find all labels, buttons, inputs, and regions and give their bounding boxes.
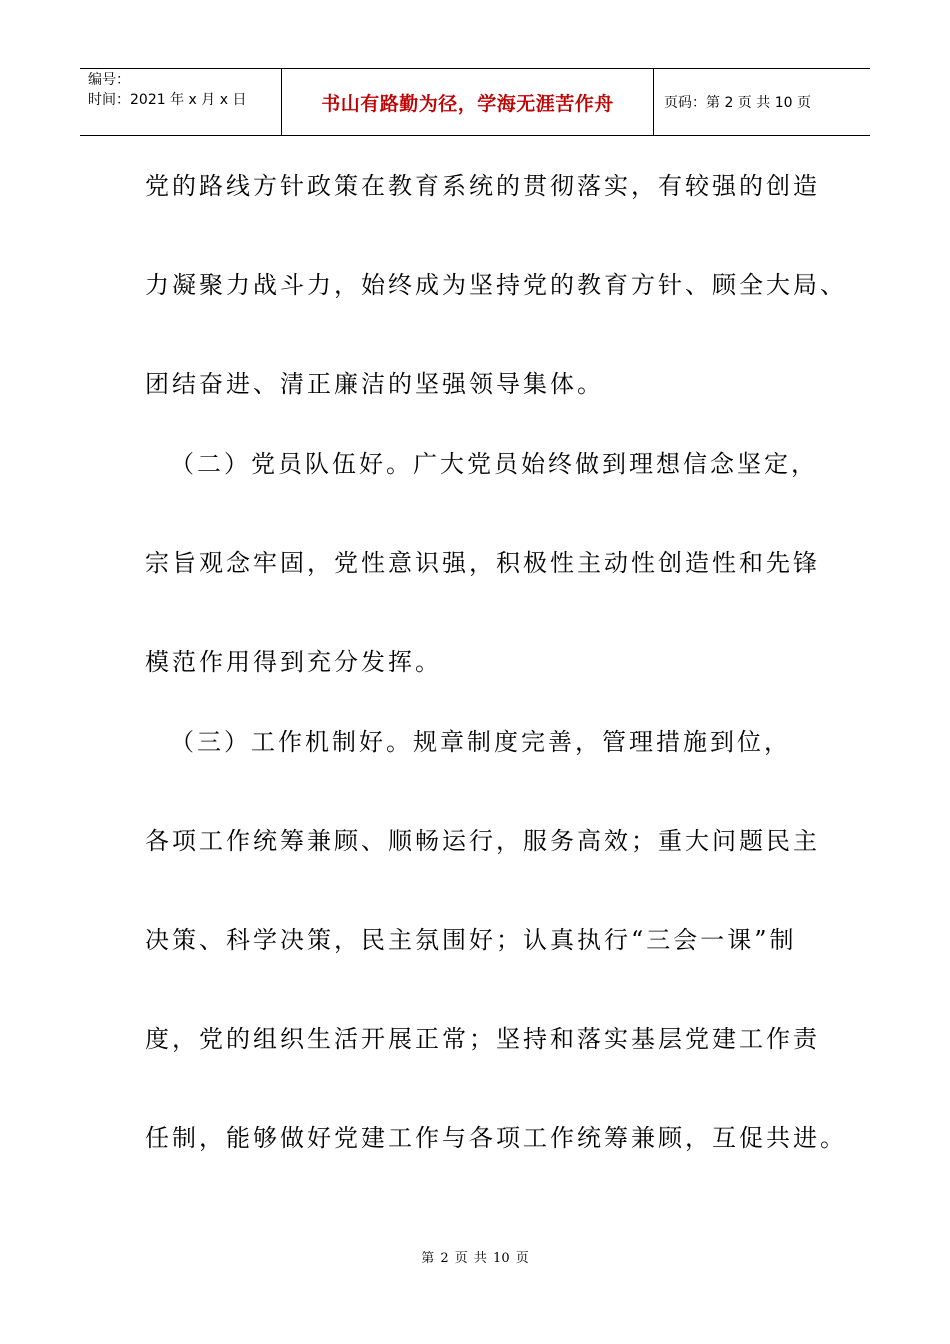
body-line: （三）工作机制好。规章制度完善，管理措施到位， (170, 728, 791, 756)
body-line: （二）党员队伍好。广大党员始终做到理想信念坚定， (170, 450, 818, 478)
document-time-label: 时间：2021 年 x 月 x 日 (88, 92, 247, 108)
body-line: 决策、科学决策，民主氛围好；认真执行“三会一课”制 (145, 926, 797, 954)
header-motto-cell (282, 69, 654, 135)
body-line: 各项工作统筹兼顾、顺畅运行，服务高效；重大问题民主 (145, 827, 820, 855)
page-footer: 第 2 页 共 10 页 (421, 1251, 529, 1266)
document-number-label: 编号： (88, 72, 130, 88)
page-header (80, 68, 870, 136)
body-line: 模范作用得到充分发挥。 (145, 648, 442, 676)
body-line: 力凝聚力战斗力，始终成为坚持党的教育方针、顾全大局、 (145, 271, 847, 299)
body-line: 团结奋进、清正廉洁的坚强领导集体。 (145, 370, 604, 398)
header-motto: 书山有路勤为径，学海无涯苦作舟 (321, 92, 614, 115)
body-line: 度，党的组织生活开展正常；坚持和落实基层党建工作责 (145, 1025, 820, 1053)
header-page-cell (654, 69, 870, 135)
header-info-cell (80, 69, 282, 135)
body-line: 任制，能够做好党建工作与各项工作统筹兼顾，互促共进。 (145, 1124, 847, 1152)
body-line: 党的路线方针政策在教育系统的贯彻落实，有较强的创造 (145, 172, 820, 200)
body-line: 宗旨观念牢固，党性意识强，积极性主动性创造性和先锋 (145, 549, 820, 577)
header-page-code: 页码：第 2 页 共 10 页 (664, 95, 811, 111)
